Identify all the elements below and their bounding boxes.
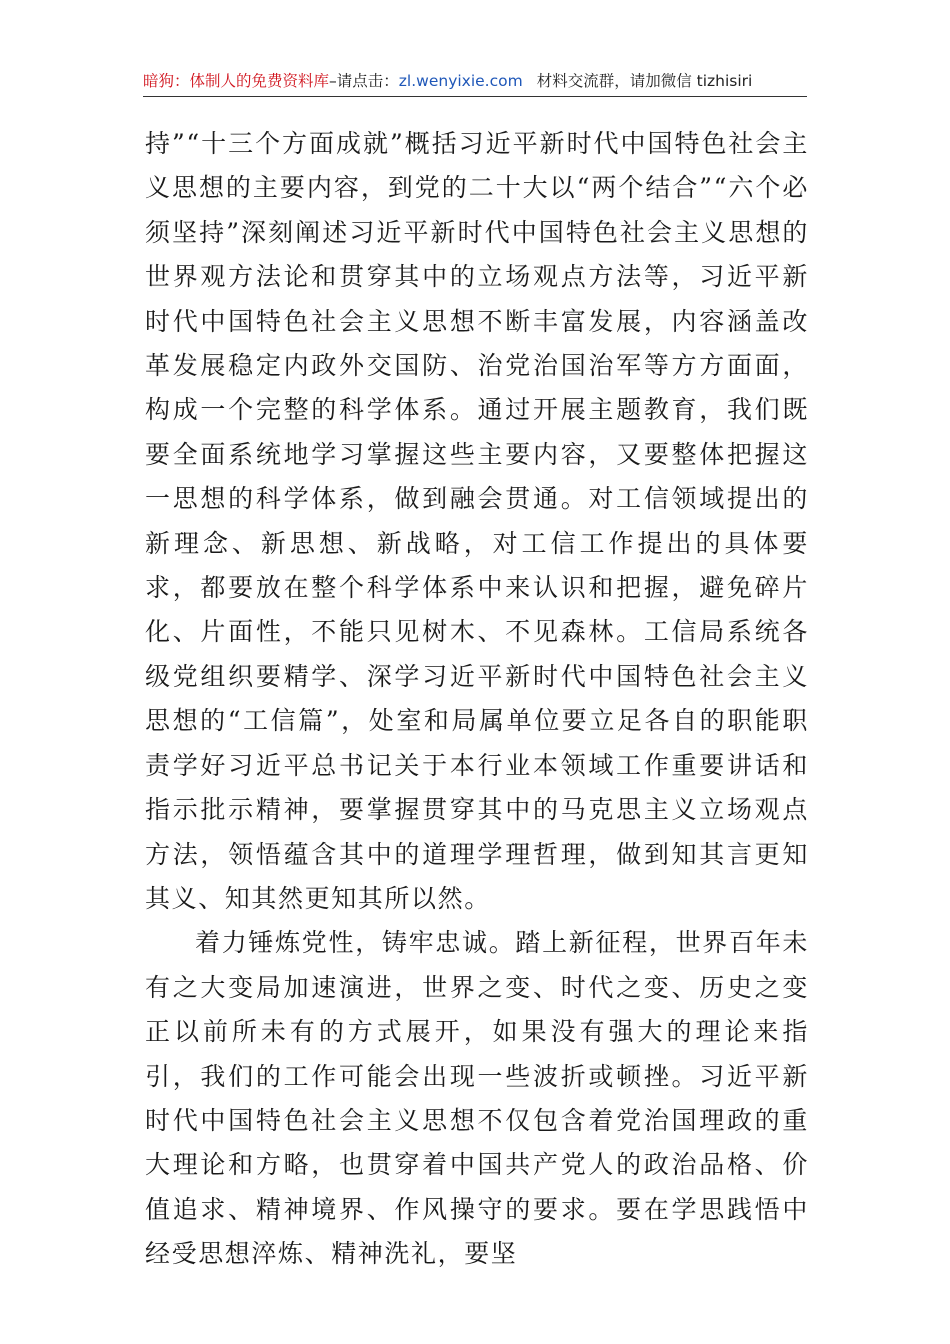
header-group-note: 材料交流群，请加微信 tizhisiri	[536, 72, 753, 90]
paragraph-2: 着力锤炼党性，铸牢忠诚。踏上新征程，世界百年未有之大变局加速演进，世界之变、时代之变、历史之变正以前所未有的方式展开，如果没有强大的理论来指引，我们的工作可能会出现一些波折或顿挫。习近平新时代中国特色社会主义思想不仅包含着党治国理政的重大理论和方略，也贯穿着中国共产党人的政治品格、价值追求、精神境界、作风操守的要求。要在学思践悟中经受思想淬炼、精神洗礼，要坚	[145, 928, 809, 1269]
page-header	[143, 66, 807, 97]
header-site-label: 暗狗：体制人的免费资料库	[143, 72, 330, 90]
header-url-link[interactable]: zl.wenyixie.com	[398, 72, 523, 90]
paragraph-1: 持”“十三个方面成就”概括习近平新时代中国特色社会主义思想的主要内容，到党的二十大以“两个结合”“六个必须坚持”深刻阐述习近平新时代中国特色社会主义思想的世界观方法论和贯穿其中的立场观点方法等，习近平新时代中国特色社会主义思想不断丰富发展，内容涵盖改革发展稳定内政外交国防、治党治国治军等方方面面，构成一个完整的科学体系。通过开展主题教育，我们既要全面系统地学习掌握这些主要内容，又要整体把握这一思想的科学体系，做到融会贯通。对工信领域提出的新理念、新思想、新战略，对工信工作提出的具体要求，都要放在整个科学体系中来认识和把握，避免碎片化、片面性，不能只见树木、不见森林。工信局系统各级党组织要精学、深学习近平新时代中国特色社会主义思想的“工信篇”，处室和局属单位要立足各自的职能职责学好习近平总书记关于本行业本领域工作重要讲话和指示批示精神，要掌握贯穿其中的马克思主义立场观点方法，领悟蕴含其中的道理学理哲理，做到知其言更知其义、知其然更知其所以然。	[145, 129, 809, 913]
document-body	[145, 122, 809, 1277]
header-click-prompt: –请点击：	[329, 72, 399, 90]
